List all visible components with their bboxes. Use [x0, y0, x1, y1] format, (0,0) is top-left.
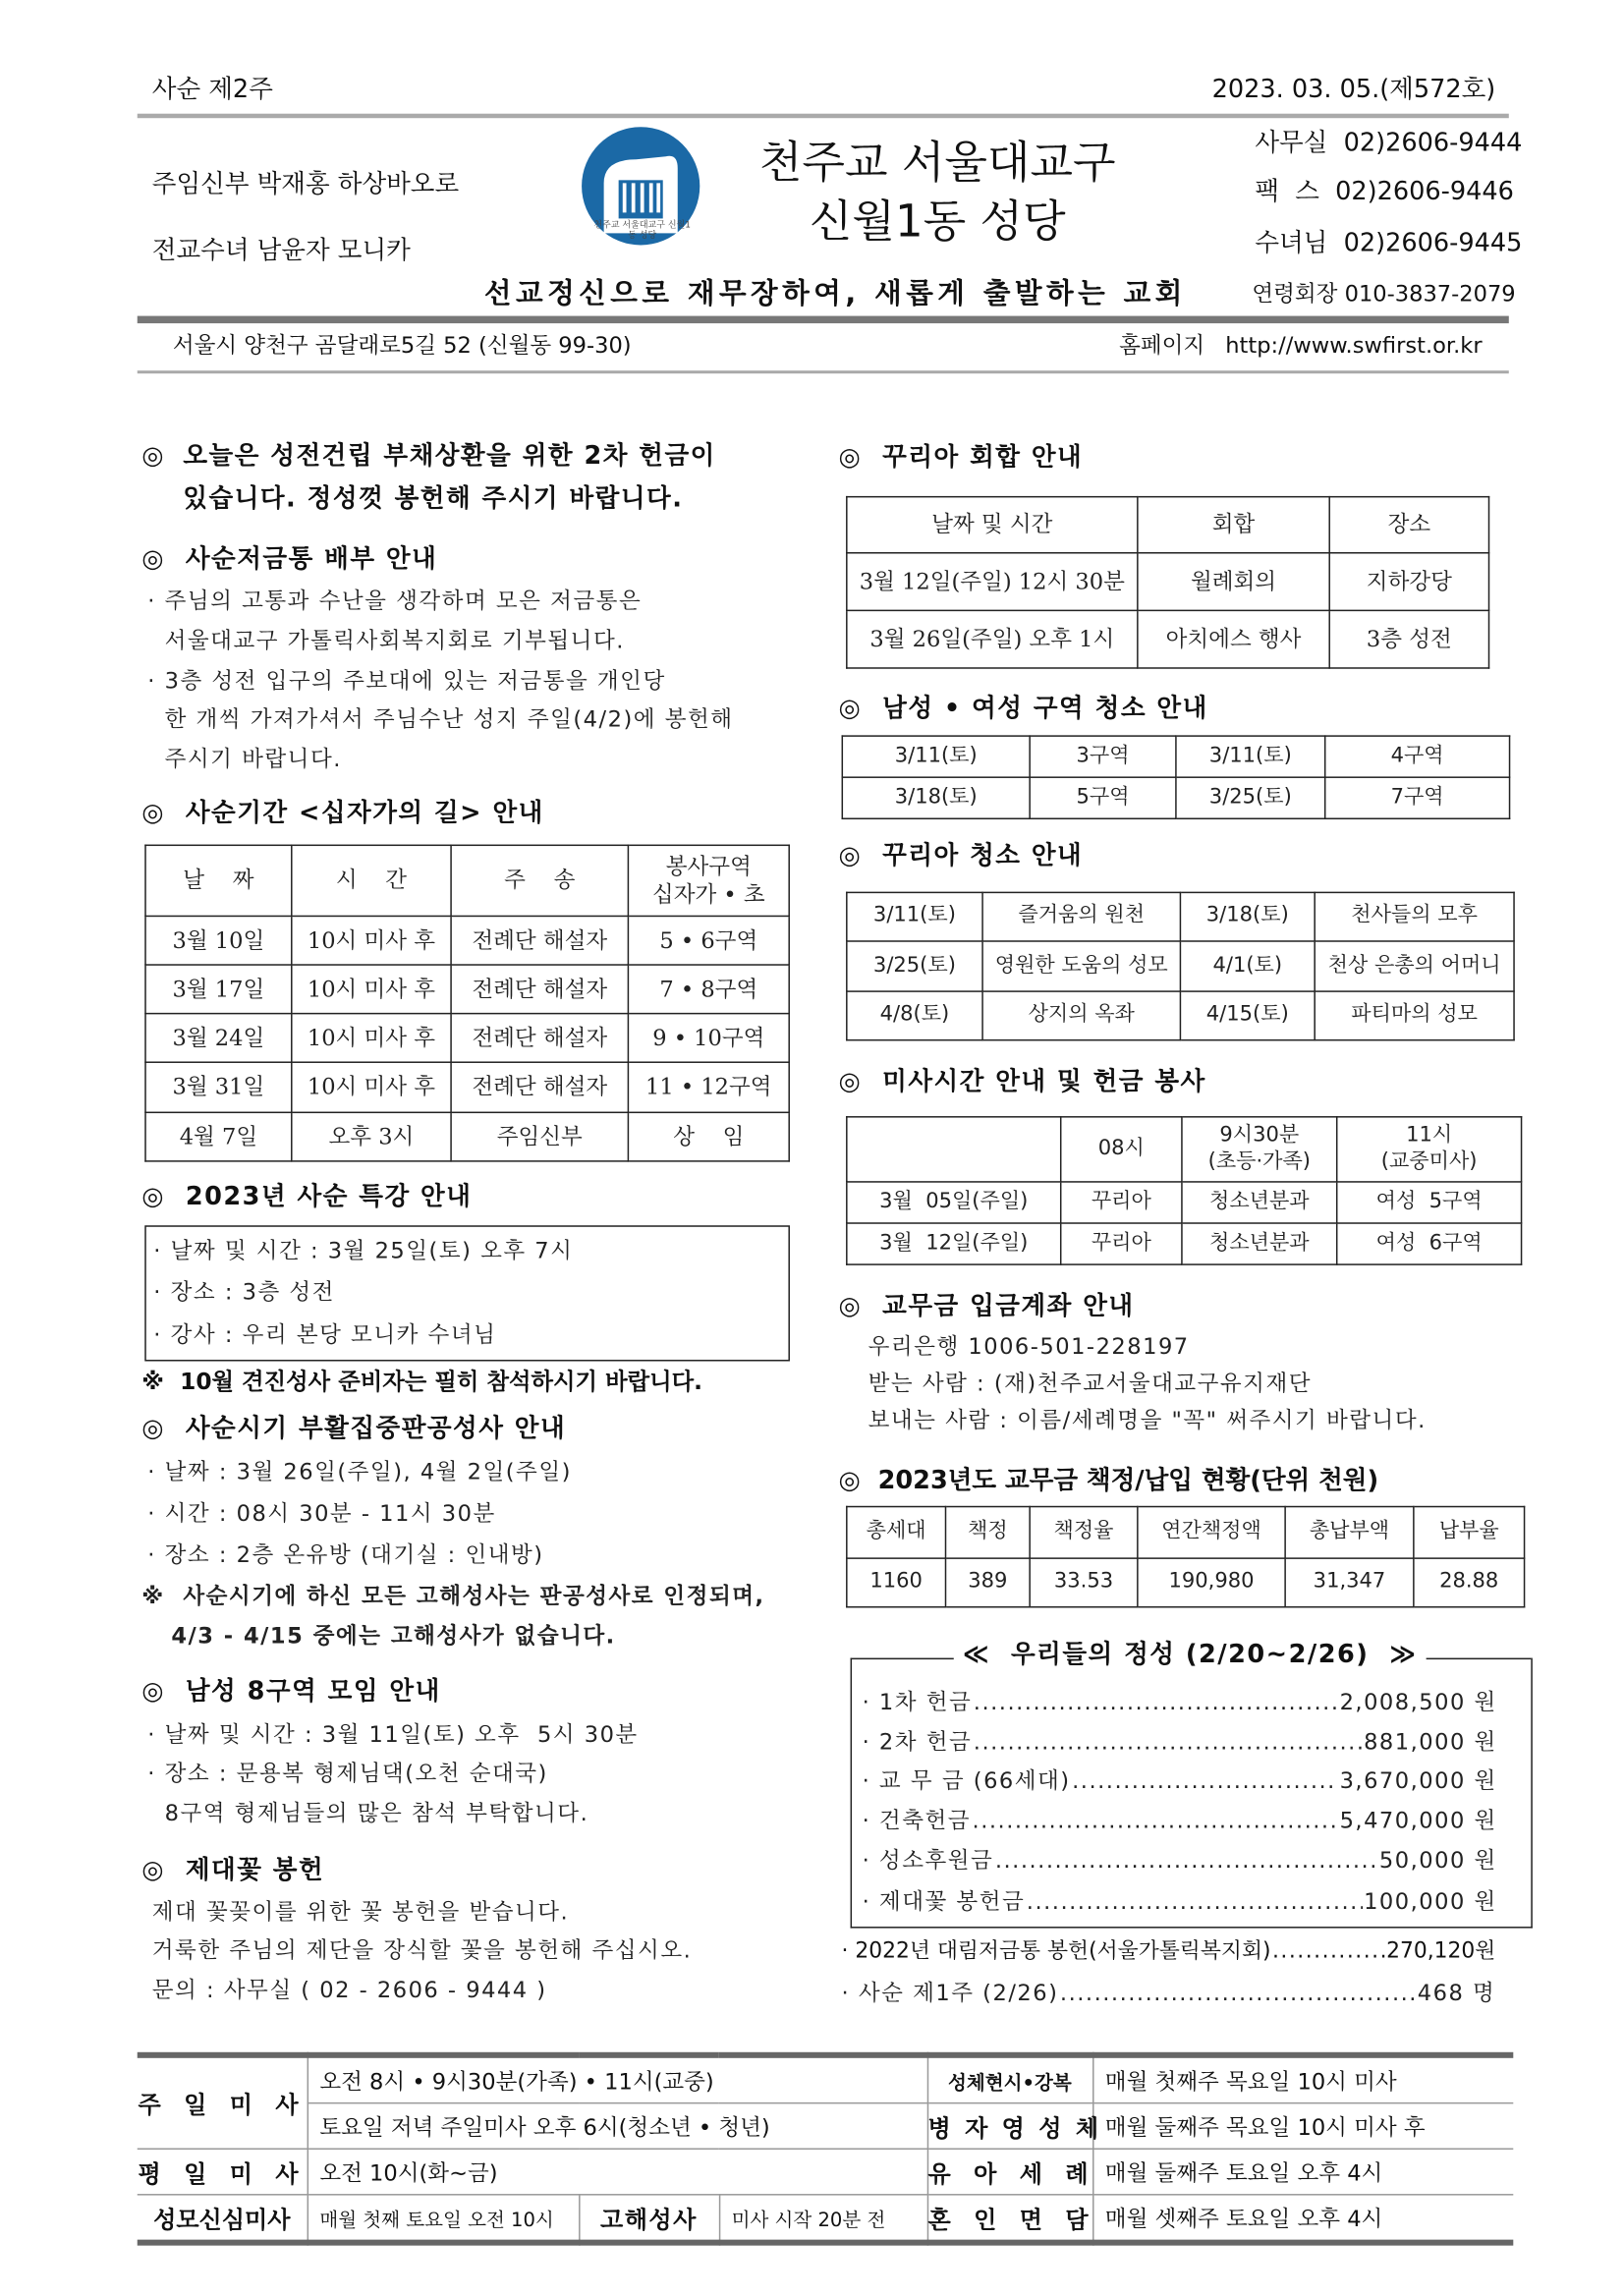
leader-dots	[974, 1691, 1338, 1716]
text-line: · 장소 : 2층 온유방 (대기실 : 인내방)	[147, 1540, 544, 1568]
leader-dots	[995, 1848, 1378, 1874]
marian-mass-label: 성모신심미사	[138, 2195, 308, 2243]
table-row	[847, 991, 1514, 1040]
table-cell: 3월 24일	[145, 1014, 292, 1063]
table-cell: 33.53	[1030, 1558, 1138, 1607]
district-cleaning-table	[842, 735, 1511, 819]
dues-table	[846, 1506, 1525, 1608]
attendance-label: · 사순 제1주 (2/26)	[841, 1980, 1059, 2007]
table-cell: 아치에스 행사	[1138, 610, 1329, 668]
table-cell: 3/18(토)	[1180, 892, 1315, 941]
leader-dots	[973, 1809, 1339, 1834]
table-row	[847, 1182, 1522, 1223]
text-line: 주시기 바랍니다.	[147, 745, 342, 772]
confession-note-cont: 4/3 - 4/15 중에는 고해성사가 없습니다.	[171, 1622, 616, 1650]
dues-heading: ◎ 2023년도 교무금 책정/납입 현황(단위 천원)	[838, 1466, 1379, 1496]
parish-slogan: 선교정신으로 재무장하여, 새롭게 출발하는 교회	[483, 277, 1187, 310]
schedule-row	[138, 2149, 1514, 2195]
table-cell: 3월 26일(주일) 오후 1시	[847, 610, 1138, 668]
table-cell: 11시 (교중미사)	[1337, 1117, 1522, 1182]
notice-line2: 있습니다. 정성껏 봉헌해 주시기 바랍니다.	[183, 483, 684, 514]
adoration-time: 매월 첫째주 목요일 10시 미사	[1092, 2055, 1513, 2103]
contact-label: 사무실	[1255, 128, 1328, 158]
table-cell: 총세대	[847, 1507, 946, 1559]
table-cell: 9 • 10구역	[628, 1014, 789, 1063]
curia-meeting-heading: ◎ 꾸리아 회합 안내	[838, 442, 1084, 473]
table-cell: 4/8(토)	[847, 991, 982, 1040]
table-row	[145, 1014, 789, 1063]
table-cell: 청소년분과	[1182, 1182, 1337, 1223]
table-cell: 책정	[945, 1507, 1030, 1559]
table-cell: 꾸리아	[1061, 1182, 1182, 1223]
mass-service-table	[846, 1116, 1522, 1265]
table-cell: 4월 7일	[145, 1112, 292, 1161]
table-cell: 여성 6구역	[1337, 1223, 1522, 1264]
table-row	[145, 1112, 789, 1161]
table-cell: 4구역	[1325, 736, 1510, 777]
attendance-count	[842, 1982, 1496, 2007]
text-line: 거룩한 주님의 제단을 장식할 꽃을 봉헌해 주십시오.	[151, 1936, 693, 1964]
table-row	[145, 965, 789, 1014]
table-cell: 3/25(토)	[847, 941, 982, 991]
text-line: · 시간 : 08시 30분 - 11시 30분	[147, 1499, 496, 1527]
confession-label: 고해성사	[579, 2195, 719, 2243]
table-row	[847, 1558, 1525, 1607]
logo-caption: 천주교 서울대교구 신월1동 성당	[593, 219, 691, 241]
account-sender-note: 보내는 사람 : 이름/세례명을 "꼭" 써주시기 바랍니다.	[868, 1407, 1427, 1434]
infant-baptism-label: 유 아 세 례	[927, 2149, 1092, 2195]
table-cell: 여성 5구역	[1337, 1182, 1522, 1223]
liturgical-week: 사순 제2주	[151, 75, 273, 105]
table-cell: 지하강당	[1329, 553, 1488, 611]
notice-line1: 오늘은 성전건립 부채상환을 위한 2차 헌금이	[183, 441, 716, 472]
text-line: · 주님의 고통과 수난을 생각하며 모은 저금통은	[147, 588, 643, 615]
contact-label: 수녀님	[1255, 228, 1328, 258]
confession-time: 미사 시작 20분 전	[719, 2195, 927, 2243]
issue-date: 2023. 03. 05.(제572호)	[1211, 75, 1496, 105]
table-cell: 3월 05일(주일)	[847, 1182, 1061, 1223]
table-cell: 청소년분과	[1182, 1223, 1337, 1264]
table-cell: 주 송	[451, 845, 628, 916]
mass-service-heading: ◎ 미사시간 안내 및 헌금 봉사	[838, 1067, 1206, 1097]
table-cell: 연간책정액	[1138, 1507, 1285, 1559]
offerings-box-top-left	[851, 1658, 954, 1660]
table-cell: 11 • 12구역	[628, 1062, 789, 1112]
extra-offering	[842, 1940, 1496, 1965]
pastor-name: 주임신부 박재홍 하상바오로	[151, 169, 460, 199]
offering-amount: 2,008,500 원	[1339, 1689, 1497, 1716]
text-line: · 날짜 및 시간 : 3월 25일(토) 오후 7시	[153, 1237, 574, 1264]
table-cell: 10시 미사 후	[292, 1062, 451, 1112]
offering-label: · 제대꽃 봉헌금	[862, 1887, 1026, 1916]
table-cell: 상 임	[628, 1112, 789, 1161]
marriage-interview-label: 혼 인 면 담	[927, 2195, 1092, 2243]
text-line: 제대 꽃꽂이를 위한 꽃 봉헌을 받습니다.	[151, 1898, 570, 1926]
sunday-mass-times: 오전 8시 • 9시30분(가족) • 11시(교중)	[308, 2055, 927, 2103]
table-row	[847, 610, 1489, 668]
text-line: · 장소 : 3층 성전	[153, 1278, 335, 1306]
table-row	[847, 553, 1489, 611]
weekday-mass-label: 평 일 미 사	[138, 2149, 308, 2195]
table-cell: 장소	[1329, 497, 1488, 553]
table-cell: 08시	[1061, 1117, 1182, 1182]
offering-item	[863, 1691, 1497, 1716]
sick-communion-time: 매월 둘째주 목요일 10시 미사 후	[1092, 2103, 1513, 2150]
offering-label: · 건축헌금	[862, 1807, 972, 1834]
table-cell: 천상 은총의 어머니	[1315, 941, 1514, 991]
parish-title-line2: 신월1동 성당	[809, 196, 1066, 249]
sick-communion-label: 병 자 영 성 체	[927, 2103, 1092, 2150]
table-cell: 3/18(토)	[842, 777, 1030, 818]
offering-amount: 881,000 원	[1364, 1728, 1497, 1756]
offering-item	[863, 1768, 1497, 1794]
table-cell: 천사들의 모후	[1315, 892, 1514, 941]
contact-value: 02)2606-9446	[1335, 177, 1514, 207]
table-row	[145, 1062, 789, 1112]
table-cell: 4/15(토)	[1180, 991, 1315, 1040]
table-cell: 영원한 도움의 성모	[982, 941, 1180, 991]
table-cell: 날 짜	[145, 845, 292, 916]
attendance-value: 468 명	[1417, 1980, 1496, 2007]
text-line: · 날짜 : 3월 26일(주일), 4월 2일(주일)	[147, 1458, 572, 1485]
table-cell: 1160	[847, 1558, 946, 1607]
table-cell: 3월 10일	[145, 916, 292, 965]
table-cell: 납부율	[1414, 1507, 1525, 1559]
offering-label: · 성소후원금	[862, 1846, 994, 1874]
contact-value: 02)2606-9444	[1343, 128, 1523, 158]
piggy-bank-heading: ◎ 사순저금통 배부 안내	[141, 544, 438, 575]
offering-amount: 3,670,000 원	[1339, 1766, 1497, 1794]
contact-sister	[1255, 230, 1522, 258]
contact-value: 02)2606-9445	[1343, 228, 1523, 258]
table-cell: 3/25(토)	[1176, 777, 1325, 818]
table-cell: 날짜 및 시간	[847, 497, 1138, 553]
schedule-row	[138, 2103, 1514, 2150]
table-cell: 시 간	[292, 845, 451, 916]
offering-item	[863, 1848, 1497, 1874]
marian-mass-time: 매월 첫째 토요일 오전 10시	[308, 2195, 580, 2243]
table-row	[842, 736, 1509, 777]
confession-heading: ◎ 사순시기 부활집중판공성사 안내	[141, 1414, 567, 1444]
table-cell: 즐거움의 원천	[982, 892, 1180, 941]
sister-name: 전교수녀 남윤자 모니카	[151, 236, 411, 266]
offering-amount: 5,470,000 원	[1339, 1807, 1497, 1834]
altar-flowers-heading: ◎ 제대꽃 봉헌	[141, 1855, 325, 1885]
contact-fax	[1255, 179, 1514, 207]
leader-dots	[974, 1730, 1363, 1756]
table-row	[847, 1223, 1522, 1264]
table-cell: 31,347	[1285, 1558, 1414, 1607]
offering-item	[863, 1809, 1497, 1834]
homepage-label: 홈페이지	[1119, 332, 1205, 360]
table-cell: 3월 31일	[145, 1062, 292, 1112]
schedule-row	[138, 2055, 1514, 2103]
leader-dots	[1272, 1940, 1385, 1965]
curia-meeting-table	[846, 496, 1489, 669]
table-cell: 전례단 해설자	[451, 1062, 628, 1112]
offering-label: · 2022년 대림저금통 봉헌(서울가톨릭복지회)	[841, 1939, 1271, 1964]
saturday-vigil-mass: 토요일 저녁 주일미사 오후 6시(청소년 • 청년)	[308, 2103, 927, 2150]
weekday-mass-time: 오전 10시(화~금)	[308, 2149, 927, 2195]
table-cell	[847, 1117, 1061, 1182]
table-row	[847, 892, 1514, 941]
table-cell: 10시 미사 후	[292, 965, 451, 1014]
table-row	[847, 1507, 1525, 1559]
offering-label: · 2차 헌금	[862, 1728, 973, 1756]
table-cell: 3구역	[1030, 736, 1176, 777]
table-cell: 봉사구역 십자가 • 초	[628, 845, 789, 916]
leader-dots	[1072, 1768, 1338, 1794]
table-cell: 전례단 해설자	[451, 1014, 628, 1063]
table-cell: 주임신부	[451, 1112, 628, 1161]
stations-table	[144, 845, 790, 1162]
table-cell: 4/1(토)	[1180, 941, 1315, 991]
offerings-heading: ≪ 우리들의 정성 (2/20~2/26) ≫	[962, 1640, 1418, 1670]
offering-amount: 270,120원	[1386, 1939, 1496, 1964]
table-cell: 전례단 해설자	[451, 916, 628, 965]
text-line: · 장소 : 문용복 형제님댁(오천 순대국)	[147, 1760, 548, 1787]
table-cell: 회합	[1138, 497, 1329, 553]
adoration-label: 성체현시•강복	[927, 2055, 1092, 2103]
schedule-row	[138, 2195, 1514, 2243]
table-cell: 28.88	[1414, 1558, 1525, 1607]
text-line: · 3층 성전 입구의 주보대에 있는 저금통을 개인당	[147, 667, 666, 695]
notice-mark: ◎	[141, 441, 166, 472]
mass-schedule-table	[138, 2052, 1514, 2246]
offering-label: · 1차 헌금	[862, 1689, 973, 1716]
table-cell: 책정율	[1030, 1507, 1138, 1559]
sunday-mass-label: 주 일 미 사	[138, 2055, 308, 2149]
table-cell: 3월 12일(주일) 12시 30분	[847, 553, 1138, 611]
infant-baptism-time: 매월 둘째주 토요일 오후 4시	[1092, 2149, 1513, 2195]
bank-account: 우리은행 1006-501-228197	[868, 1332, 1190, 1361]
text-line: · 강사 : 우리 본당 모니카 수녀님	[153, 1320, 497, 1348]
table-cell: 190,980	[1138, 1558, 1285, 1607]
top-divider	[138, 114, 1509, 119]
table-row	[847, 497, 1489, 553]
account-heading: ◎ 교무금 입금계좌 안내	[838, 1291, 1135, 1321]
account-recipient: 받는 사람 : (재)천주교서울대교구유지재단	[868, 1370, 1313, 1397]
table-row	[145, 845, 789, 916]
table-row	[842, 777, 1509, 818]
leader-dots	[1060, 1982, 1416, 2007]
table-cell: 5 • 6구역	[628, 916, 789, 965]
table-cell: 오후 3시	[292, 1112, 451, 1161]
text-line: 8구역 형제님들의 많은 참석 부탁합니다.	[147, 1799, 589, 1826]
curia-cleaning-table	[846, 892, 1515, 1041]
district-cleaning-heading: ◎ 남성 • 여성 구역 청소 안내	[838, 694, 1208, 724]
table-cell: 7구역	[1325, 777, 1510, 818]
table-cell: 389	[945, 1558, 1030, 1607]
table-row	[847, 941, 1514, 991]
table-cell: 9시30분 (초등·가족)	[1182, 1117, 1337, 1182]
offering-amount: 100,000 원	[1364, 1887, 1497, 1916]
parish-title-line1: 천주교 서울대교구	[758, 137, 1116, 190]
offering-item	[863, 1889, 1497, 1915]
table-cell: 5구역	[1030, 777, 1176, 818]
table-cell: 꾸리아	[1061, 1223, 1182, 1264]
table-cell: 3/11(토)	[842, 736, 1030, 777]
table-cell: 3층 성전	[1329, 610, 1488, 668]
men-district-heading: ◎ 남성 8구역 모임 안내	[141, 1677, 441, 1708]
table-cell: 10시 미사 후	[292, 916, 451, 965]
lecture-heading: ◎ 2023년 사순 특강 안내	[141, 1182, 473, 1212]
header-divider	[138, 316, 1509, 324]
confession-note: ※ 사순시기에 하신 모든 고해성사는 판공성사로 인정되며,	[141, 1582, 765, 1609]
parish-address: 서울시 양천구 곰달래로5길 52 (신월동 99-30)	[172, 332, 632, 360]
address-divider	[138, 370, 1509, 373]
table-cell: 월례회의	[1138, 553, 1329, 611]
leader-dots	[1027, 1889, 1363, 1915]
table-cell: 3월 17일	[145, 965, 292, 1014]
table-cell: 총납부액	[1285, 1507, 1414, 1559]
homepage-link[interactable]: http://www.swfirst.or.kr	[1225, 332, 1483, 360]
table-cell: 7 • 8구역	[628, 965, 789, 1014]
text-line: 문의 : 사무실 ( 02 - 2606 - 9444 )	[151, 1977, 547, 2004]
table-row	[847, 1117, 1522, 1182]
marriage-interview-time: 매월 셋째주 토요일 오후 4시	[1092, 2195, 1513, 2243]
table-cell: 상지의 옥좌	[982, 991, 1180, 1040]
curia-cleaning-heading: ◎ 꾸리아 청소 안내	[838, 841, 1084, 871]
text-line: 서울대교구 가톨릭사회복지회로 기부됩니다.	[147, 627, 625, 654]
offering-label: · 교 무 금 (66세대)	[862, 1766, 1071, 1794]
offerings-box-top-right	[1427, 1658, 1532, 1660]
table-cell: 3월 12일(주일)	[847, 1223, 1061, 1264]
offering-amount: 50,000 원	[1378, 1846, 1497, 1874]
table-row	[145, 916, 789, 965]
text-line: 한 개씩 가져가셔서 주님수난 성지 주일(4/2)에 봉헌해	[147, 705, 734, 733]
lecture-note: ※ 10월 견진성사 준비자는 필히 참석하시기 바랍니다.	[141, 1369, 702, 1396]
contact-funeral-chair	[1252, 282, 1515, 308]
contact-label: 팩 스	[1255, 177, 1319, 207]
table-cell: 파티마의 성모	[1315, 991, 1514, 1040]
contact-value: 010-3837-2079	[1344, 280, 1516, 308]
contact-label: 연령회장	[1252, 280, 1338, 308]
table-cell: 전례단 해설자	[451, 965, 628, 1014]
table-cell: 3/11(토)	[1176, 736, 1325, 777]
offering-item	[863, 1730, 1497, 1756]
stations-heading: ◎ 사순기간 <십자가의 길> 안내	[141, 798, 544, 829]
table-cell: 10시 미사 후	[292, 1014, 451, 1063]
text-line: · 날짜 및 시간 : 3월 11일(토) 오후 5시 30분	[147, 1721, 639, 1749]
table-cell: 3/11(토)	[847, 892, 982, 941]
contact-office	[1255, 130, 1522, 158]
